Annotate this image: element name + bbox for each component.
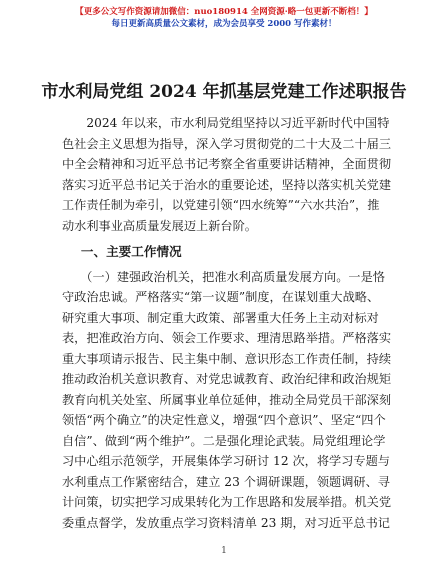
document-title: 市水利局党组 2024 年抓基层党建工作述职报告 [41, 82, 407, 102]
text-line: 落实习近平总书记关于治水的重要论述，坚持以落实机关党建 [62, 177, 392, 192]
section-heading: 一、主要工作情况 [80, 244, 182, 259]
text-line: 领悟“两个确立”的决定性意义，增强“四个意识”、坚定“四个 [62, 413, 386, 427]
banner-line-promo: 【更多公文写作资源请加微信：nuo180914 全网资源·略一包更新不断档！】 [75, 7, 373, 17]
text-line: 重大事项请示报告、民主集中制、意识形态工作责任制，持续 [62, 351, 392, 366]
intro-paragraph [62, 113, 392, 236]
text-line: （一）建强政治机关，把准水利高质量发展方向。一是恪 [80, 269, 385, 284]
page-number: 1 [221, 546, 227, 556]
text-line: 自信”、做到“两个维护”。二是强化理论武装。局党组理论学 [62, 433, 386, 448]
document-body [62, 113, 392, 533]
text-line: 表，把准政治方向、领会工作要求、理清思路举措。严格落实 [62, 331, 392, 345]
text-line: 2024 年以来，市水利局党组坚持以习近平新时代中国特 [86, 116, 390, 130]
text-line: 动水利事业高质量发展迈上新台阶。 [62, 218, 257, 233]
text-line: 计问策，切实把学习成果转化为工作思路和发展举措。机关党 [62, 495, 392, 509]
text-line: 研究重大事项、制定重大政策、部署重大任务上主动对标对 [62, 310, 379, 325]
section-paragraph [62, 267, 392, 534]
text-line: 习中心组示范领学，开展集体学习研讨 12 次，将学习专题与 [62, 454, 390, 468]
text-line: 水利重点工作紧密结合，建立 23 个调研课题，领题调研、寻 [62, 474, 390, 489]
text-line: 委重点督学，发放重点学习资料清单 23 期，对习近平总书记 [62, 515, 390, 530]
banner-line-update: 每日更新高质量公文素材，成为会员享受 2000 写作素材！ [111, 19, 337, 29]
text-line: 工作责任制为牵引，以党建引领“四水统筹”“六水共治”，推 [62, 198, 380, 212]
text-line: 色社会主义思想为指导，深入学习贯彻党的二十大及二十届三 [62, 136, 392, 151]
text-line: 推动政治机关意识教育、对党忠诚教育、政治纪律和政治规矩 [62, 372, 392, 386]
text-line: 守政治忠诚。严格落实“第一议题”制度，在谋划重大战略、 [62, 290, 380, 304]
text-line: 中全会精神和习近平总书记考察全省重要讲话精神，全面贯彻 [62, 157, 392, 171]
text-line: 教育向机关处室、所属事业单位延伸，推动全局党员干部深刻 [62, 392, 392, 407]
header-banner [0, 6, 448, 30]
